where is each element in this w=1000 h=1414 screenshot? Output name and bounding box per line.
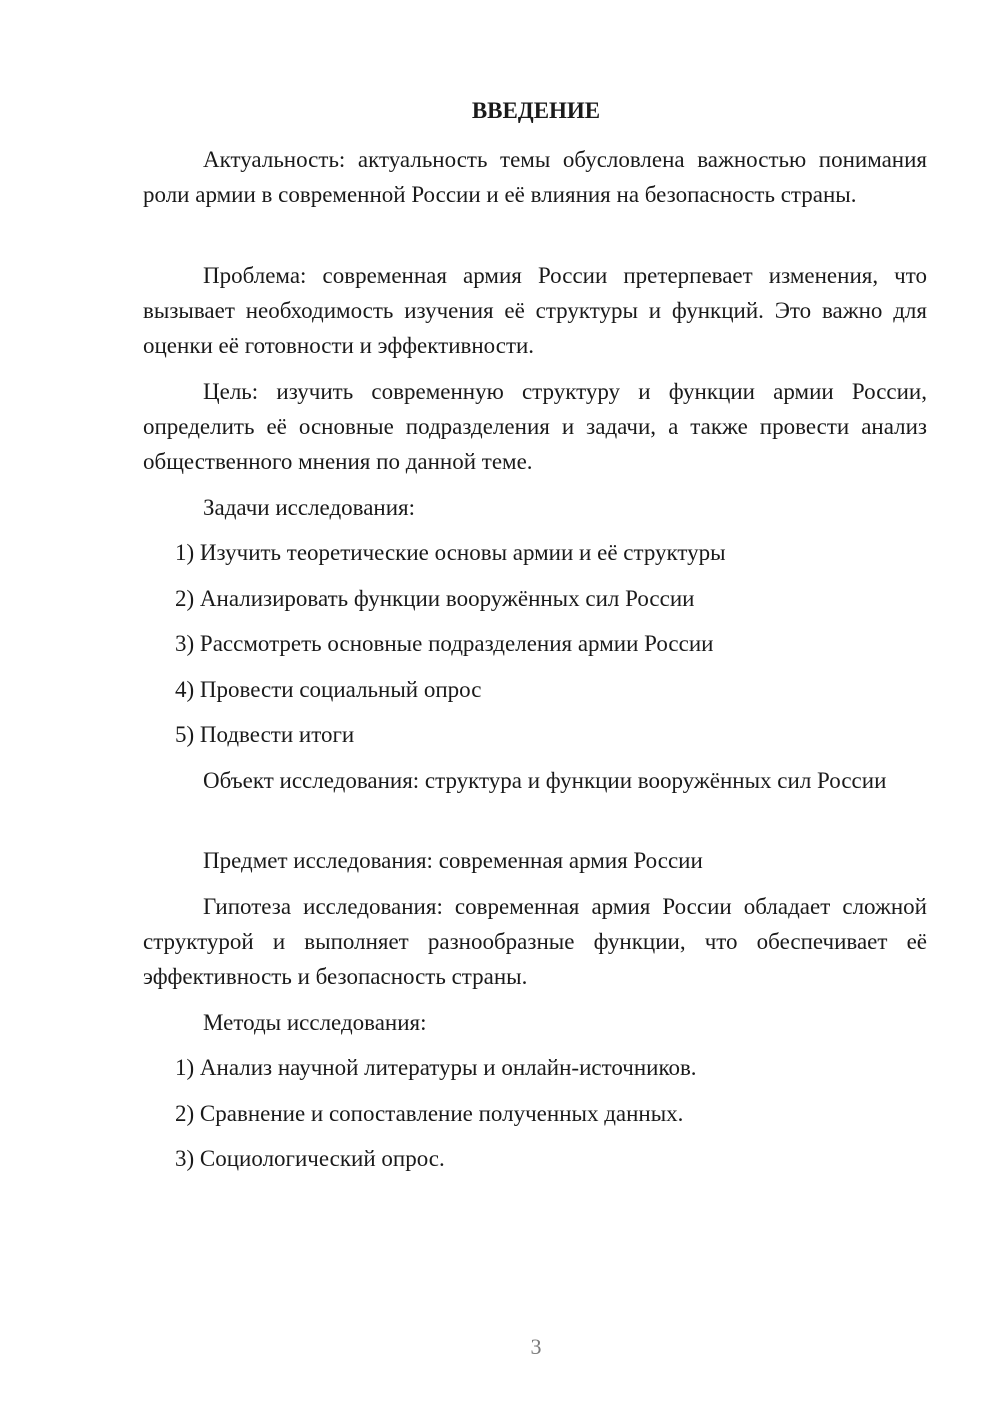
task-item: 2) Анализировать функции вооружённых сил России xyxy=(175,586,695,611)
section-heading: ВВЕДЕНИЕ xyxy=(471,98,601,123)
method-item: 2) Сравнение и сопоставление полученных данных. xyxy=(175,1101,684,1126)
task-item: 3) Рассмотреть основные подразделения армии России xyxy=(175,631,714,656)
goal-paragraph: Цель: изучить современную структуру и функции армии России, определить её основные подразделения и задачи, а также провести анализ общественного мнения по данной теме. xyxy=(143,379,927,474)
subject-paragraph: Предмет исследования: современная армия России xyxy=(203,848,703,873)
task-item: 5) Подвести итоги xyxy=(175,722,355,747)
hypothesis-paragraph: Гипотеза исследования: современная армия России обладает сложной структурой и выполняет разнообразные функции, что обеспечивает её эффективность и безопасность страны. xyxy=(143,894,927,989)
task-item: 4) Провести социальный опрос xyxy=(175,677,482,702)
object-paragraph: Объект исследования: структура и функции вооружённых сил России xyxy=(203,768,887,793)
method-item: 1) Анализ научной литературы и онлайн-источников. xyxy=(175,1055,697,1080)
method-item: 3) Социологический опрос. xyxy=(175,1146,445,1171)
methods-title: Методы исследования: xyxy=(203,1010,427,1035)
tasks-title: Задачи исследования: xyxy=(203,495,416,520)
page-number: 3 xyxy=(530,1334,542,1359)
task-item: 1) Изучить теоретические основы армии и её структуры xyxy=(175,540,726,565)
problem-paragraph: Проблема: современная армия России претерпевает изменения, что вызывает необходимость изучения её структуры и функций. Это важно для оценки её готовности и эффективности. xyxy=(143,263,927,358)
relevance-paragraph: Актуальность: актуальность темы обусловлена важностью понимания роли армии в современной России и её влияния на безопасность страны. xyxy=(143,147,927,207)
